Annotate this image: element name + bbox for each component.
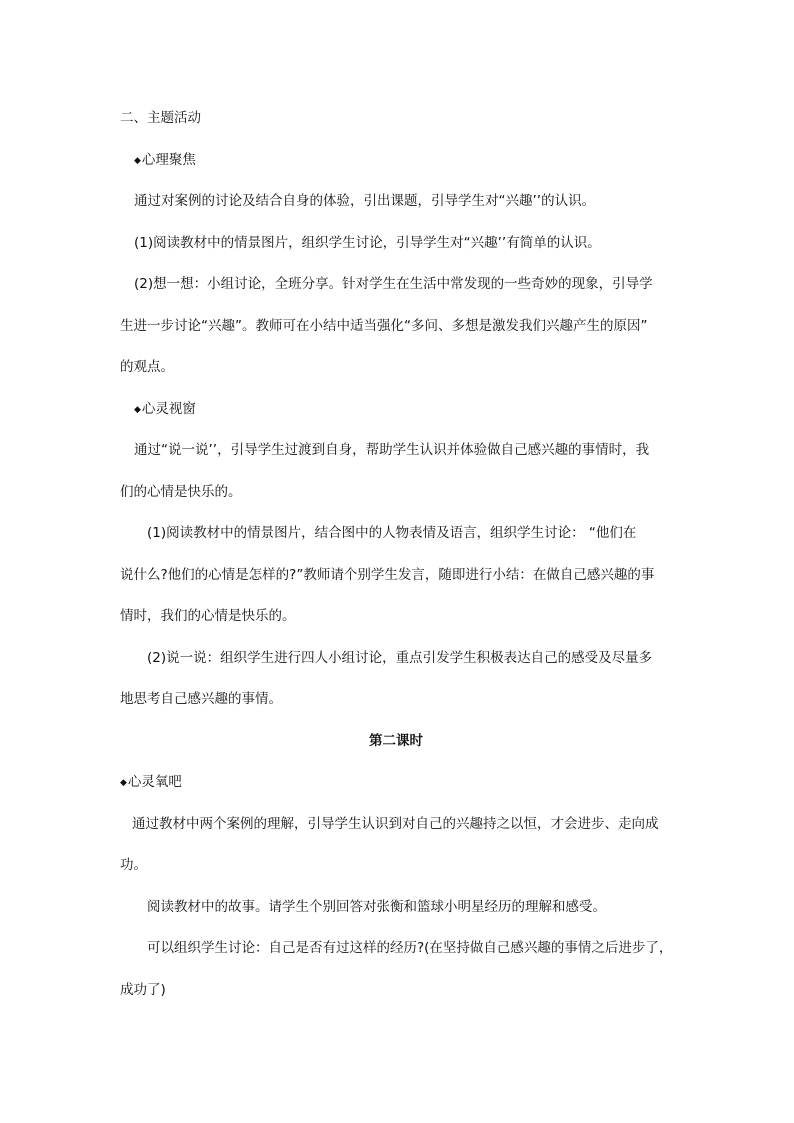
section-heading: 二、主题活动: [120, 110, 201, 126]
paragraph-window-2-line2: 地思考自己感兴趣的事情。: [120, 691, 282, 707]
paragraph-oxygen-intro-line1: 通过教材中两个案例的理解，引导学生认识到对自己的兴趣持之以恒，才会进步、走向成: [132, 816, 659, 832]
diamond-bullet-icon: ◆: [134, 156, 141, 166]
paragraph-window-1-line1: (1)阅读教材中的情景图片，结合图中的人物表情及语言，组织学生讨论： “他们在: [147, 525, 637, 541]
paragraph-window-intro-line2: 们的心情是快乐的。: [120, 484, 242, 500]
lesson-title: 第二课时: [369, 733, 423, 749]
paragraph-window-1-line2: 说什么?他们的心情是怎样的?”教师请个别学生发言，随即进行小结：在做自己感兴趣的事: [120, 567, 655, 583]
paragraph-focus-2-line3: 的观点。: [120, 359, 174, 375]
diamond-bullet-icon: ◆: [134, 405, 141, 415]
subheading-focus-label: 心理聚焦: [141, 152, 196, 168]
paragraph-window-1-line3: 情时，我们的心情是快乐的。: [120, 608, 296, 624]
subheading-window-label: 心灵视窗: [141, 401, 196, 417]
paragraph-oxygen-2-line1: 可以组织学生讨论：自己是否有过这样的经历?(在坚持做自己感兴趣的事情之后进步了，: [147, 940, 673, 956]
paragraph-focus-1: (1)阅读教材中的情景图片，组织学生讨论，引导学生对“兴趣’’有简单的认识。: [134, 235, 601, 251]
paragraph-oxygen-intro-line2: 功。: [120, 857, 147, 873]
subheading-focus: [134, 150, 196, 172]
subheading-oxygen-label: 心灵氧吧: [127, 774, 182, 790]
paragraph-window-2-line1: (2)说一说：组织学生进行四人小组讨论，重点引发学生积极表达自己的感受及尽量多: [147, 650, 653, 666]
paragraph-window-intro-line1: 通过“说一说’’，引导学生过渡到自身，帮助学生认识并体验做自己感兴趣的事情时，我: [134, 442, 650, 458]
diamond-bullet-icon: ◆: [120, 778, 127, 788]
paragraph-oxygen-2-line2: 成功了): [120, 982, 166, 998]
paragraph-oxygen-1: 阅读教材中的故事。请学生个别回答对张衡和篮球小明星经历的理解和感受。: [147, 899, 606, 915]
paragraph-focus-intro: 通过对案例的讨论及结合自身的体验，引出课题，引导学生对“兴趣’’的认识。: [134, 193, 596, 209]
subheading-oxygen: [120, 772, 182, 794]
subheading-window: [134, 399, 196, 421]
paragraph-focus-2-line2: 生进一步讨论“兴趣”。教师可在小结中适当强化“多问、多想是激发我们兴趣产生的原因”: [120, 318, 648, 334]
paragraph-focus-2-line1: (2)想一想：小组讨论，全班分享。针对学生在生活中常发现的一些奇妙的现象，引导学: [134, 276, 653, 292]
